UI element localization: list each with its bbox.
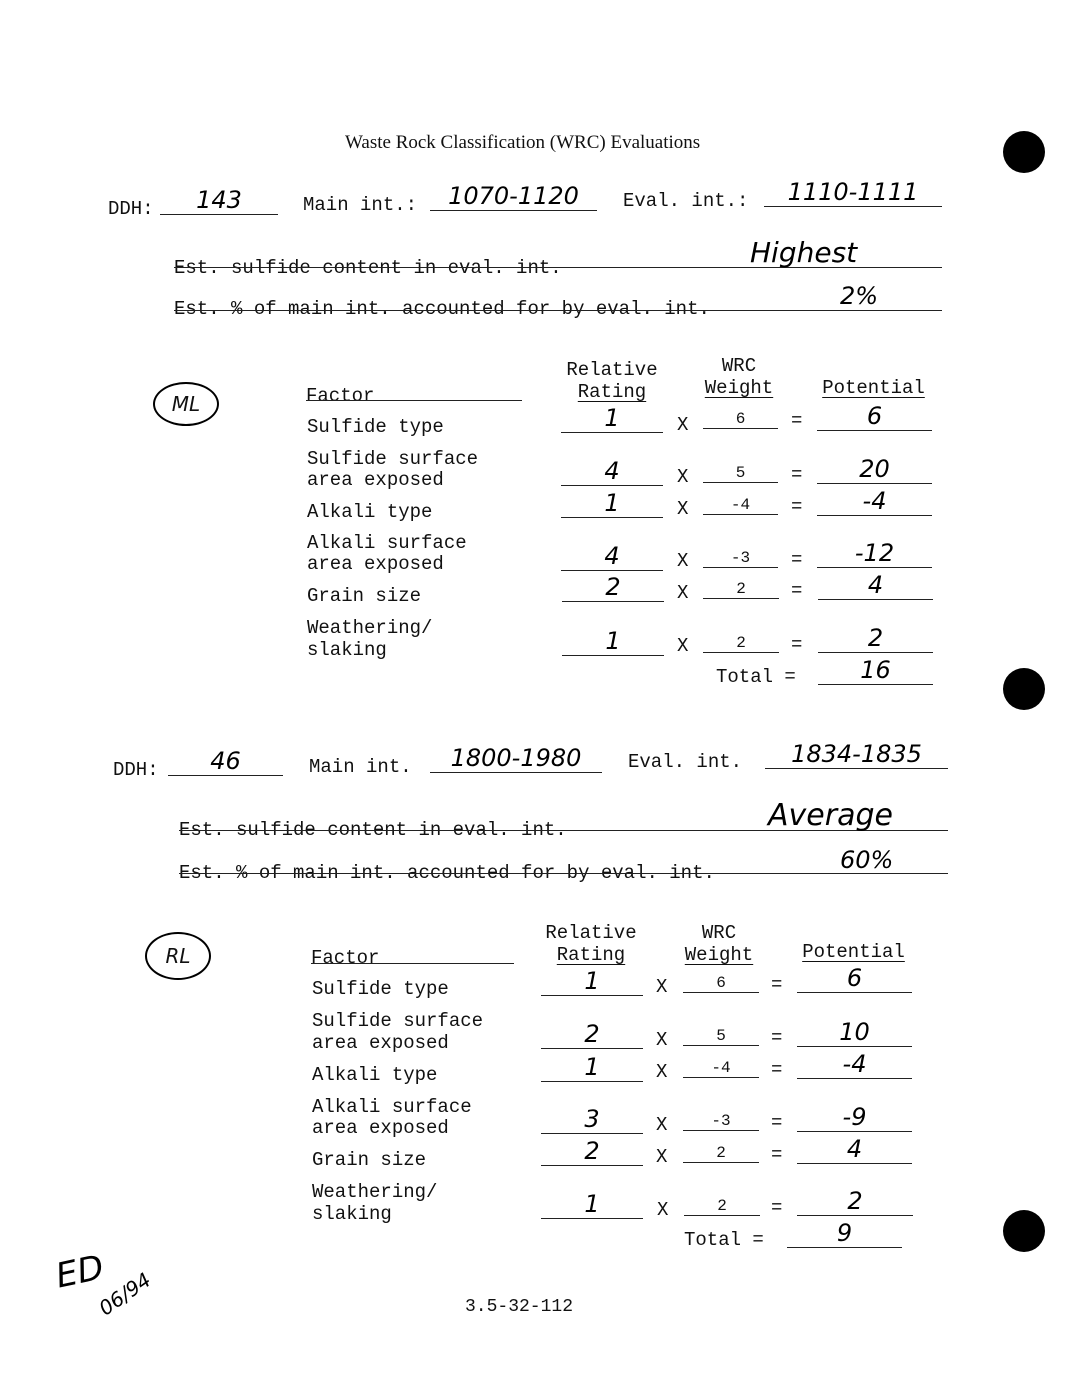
rating-value: 1 [584, 1053, 600, 1081]
relative-rating-header [537, 922, 645, 966]
rating-field [562, 567, 664, 602]
potential-value: 10 [839, 1018, 870, 1046]
factor-label: Sulfide surface [307, 448, 479, 470]
weight-value: -3 [683, 1112, 759, 1131]
factor-label-line2: area exposed [312, 1117, 449, 1139]
relative-header: Relative [545, 922, 637, 944]
rating-value: 1 [604, 404, 620, 432]
weight-value: 2 [683, 1144, 759, 1163]
eval-int-field [765, 734, 948, 769]
factor-label: Sulfide type [312, 978, 449, 1000]
times-sign: X [657, 1199, 669, 1221]
rating-header: Rating [556, 944, 626, 966]
factor-label: Alkali type [312, 1064, 438, 1086]
rating-field [541, 1184, 643, 1219]
potential-field [797, 1012, 912, 1047]
relative-rating-header [558, 359, 666, 403]
rating-field [541, 1014, 643, 1049]
relative-header: Relative [566, 359, 658, 381]
rating-header: Rating [577, 381, 647, 403]
wrc-weight-header [698, 355, 780, 399]
times-sign: X [656, 1029, 668, 1051]
potential-header: Potential [822, 377, 925, 399]
main-int-value: 1070-1120 [448, 182, 579, 210]
potential-value: 2 [847, 1187, 863, 1215]
potential-field [818, 618, 933, 653]
times-sign: X [656, 1061, 668, 1083]
factor-label-line2: area exposed [307, 553, 444, 575]
factor-label: Grain size [312, 1149, 427, 1171]
rating-field [561, 451, 663, 486]
wrc-header: WRC [701, 922, 737, 944]
factor-header: Factor [306, 385, 375, 407]
rating-value: 1 [584, 1190, 600, 1218]
ddh-label: DDH: [108, 198, 154, 220]
times-sign: X [677, 550, 689, 572]
weight-value: -4 [703, 496, 778, 515]
rating-field [561, 536, 663, 571]
equals-sign: = [771, 974, 783, 996]
rating-value: 3 [584, 1105, 600, 1133]
equals-sign: = [771, 1112, 783, 1134]
factor-header-line [306, 400, 522, 401]
handwritten-initials: ED [52, 1247, 108, 1297]
potential-field [797, 1044, 912, 1079]
main-int-value: 1800-1980 [450, 744, 582, 772]
equals-sign: = [791, 634, 803, 656]
eval-int-value: 1110-1111 [787, 178, 919, 206]
sulfide-content-value: Average [768, 798, 893, 833]
potential-value: 20 [859, 455, 890, 483]
rating-value: 1 [605, 627, 621, 655]
weight-value: -4 [683, 1059, 759, 1078]
punch-hole-middle [1003, 668, 1045, 710]
potential-field [817, 533, 932, 568]
rating-field [561, 483, 663, 518]
pct-main-value: 60% [840, 846, 894, 874]
sulfide-content-label: Est. sulfide content in eval. int. [174, 257, 562, 279]
handwritten-date: 06/94 [94, 1267, 156, 1321]
times-sign: X [677, 498, 689, 520]
weight-header: Weight [684, 944, 754, 966]
factor-label: Weathering/ [307, 617, 433, 639]
total-value: 16 [860, 656, 891, 684]
weight-value: 6 [703, 410, 778, 429]
potential-value: 2 [867, 624, 884, 652]
factor-header: Factor [311, 947, 380, 969]
rating-value: 2 [584, 1137, 600, 1165]
potential-value: 4 [867, 571, 884, 599]
factor-label-line2: area exposed [307, 469, 444, 491]
potential-value: 6 [866, 402, 883, 430]
page-number: 3.5-32-112 [465, 1297, 574, 1317]
weight-value: 2 [703, 580, 779, 599]
equals-sign: = [791, 580, 803, 602]
page-title: Waste Rock Classification (WRC) Evaluations [345, 132, 701, 153]
potential-value: 4 [846, 1135, 863, 1163]
ddh-value: 143 [196, 186, 242, 214]
times-sign: X [656, 1146, 668, 1168]
sulfide-content-label: Est. sulfide content in eval. int. [179, 819, 567, 841]
rating-value: 2 [584, 1020, 600, 1048]
weight-value: 5 [703, 464, 778, 483]
rating-field [541, 1131, 643, 1166]
potential-field [797, 1181, 913, 1216]
potential-value: 6 [846, 964, 863, 992]
factor-label: Sulfide type [307, 416, 444, 438]
eval-int-field [764, 172, 942, 207]
wrc-weight-header [678, 922, 760, 966]
weight-value: 5 [683, 1027, 759, 1046]
potential-field [817, 396, 932, 431]
punch-hole-bottom [1003, 1210, 1045, 1252]
eval-int-value: 1834-1835 [791, 740, 922, 768]
equals-sign: = [771, 1027, 783, 1049]
pct-main-value: 2% [840, 282, 879, 310]
equals-sign: = [771, 1059, 783, 1081]
equals-sign: = [791, 496, 803, 518]
main-int-label: Main int. [309, 756, 412, 778]
equals-sign: = [791, 549, 803, 571]
ddh-value: 46 [210, 747, 241, 775]
factor-label: Weathering/ [312, 1181, 438, 1203]
factor-label: Sulfide surface [312, 1010, 484, 1032]
total-field [787, 1213, 902, 1248]
pct-main-label: Est. % of main int. accounted for by eval. int. [174, 298, 710, 320]
weight-value: 2 [684, 1197, 760, 1216]
main-int-field [430, 738, 602, 773]
total-label: Total = [716, 666, 796, 688]
potential-value: -4 [862, 487, 887, 515]
sulfide-content-value: Highest [750, 236, 858, 269]
section-mark-circle [153, 382, 219, 426]
weight-value: -3 [703, 549, 778, 568]
factor-label: Alkali type [307, 501, 433, 523]
ddh-label: DDH: [113, 759, 159, 781]
equals-sign: = [791, 410, 803, 432]
ddh-field [160, 180, 278, 215]
eval-int-label: Eval. int.: [623, 190, 749, 212]
equals-sign: = [791, 464, 803, 486]
ddh-field [168, 741, 283, 776]
potential-field [818, 565, 933, 600]
pct-main-label: Est. % of main int. accounted for by eval. int. [179, 862, 715, 884]
section-mark: RL [165, 944, 191, 968]
rating-field [541, 1047, 643, 1082]
factor-header-line [311, 963, 514, 964]
potential-value: -4 [842, 1050, 867, 1078]
pct-main-line [174, 310, 942, 311]
potential-value: -12 [854, 539, 895, 567]
total-value: 9 [836, 1219, 853, 1247]
total-label: Total = [684, 1229, 764, 1251]
factor-label: Grain size [307, 585, 422, 607]
factor-label-line2: slaking [307, 639, 387, 661]
pct-main-line [179, 873, 948, 874]
equals-sign: = [771, 1144, 783, 1166]
potential-field [817, 481, 932, 516]
rating-value: 1 [584, 967, 600, 995]
factor-label: Alkali surface [312, 1096, 472, 1118]
punch-hole-top [1003, 131, 1045, 173]
rating-value: 4 [604, 542, 620, 570]
weight-header: Weight [704, 377, 774, 399]
main-int-label: Main int.: [303, 194, 418, 216]
eval-int-label: Eval. int. [628, 751, 743, 773]
potential-field [797, 1129, 912, 1164]
equals-sign: = [771, 1197, 783, 1219]
rating-value: 2 [605, 573, 621, 601]
times-sign: X [677, 466, 689, 488]
weight-value: 6 [683, 974, 759, 993]
potential-value: -9 [842, 1103, 867, 1131]
potential-header: Potential [802, 941, 905, 963]
times-sign: X [677, 414, 689, 436]
rating-field [561, 398, 663, 433]
factor-label-line2: slaking [312, 1203, 392, 1225]
rating-value: 4 [604, 457, 620, 485]
factor-label: Alkali surface [307, 532, 467, 554]
section-mark: ML [171, 392, 201, 416]
times-sign: X [677, 635, 689, 657]
weight-value: 2 [703, 634, 779, 653]
potential-field [797, 1097, 912, 1132]
times-sign: X [677, 582, 689, 604]
total-field [818, 650, 933, 685]
rating-field [562, 621, 664, 656]
wrc-header: WRC [721, 355, 757, 377]
potential-field [817, 449, 932, 484]
rating-value: 1 [604, 489, 620, 517]
potential-field [797, 958, 912, 993]
rating-field [541, 961, 643, 996]
main-int-field [430, 176, 597, 211]
section-mark-circle [145, 932, 211, 980]
times-sign: X [656, 976, 668, 998]
times-sign: X [656, 1114, 668, 1136]
factor-label-line2: area exposed [312, 1032, 449, 1054]
rating-field [541, 1099, 643, 1134]
